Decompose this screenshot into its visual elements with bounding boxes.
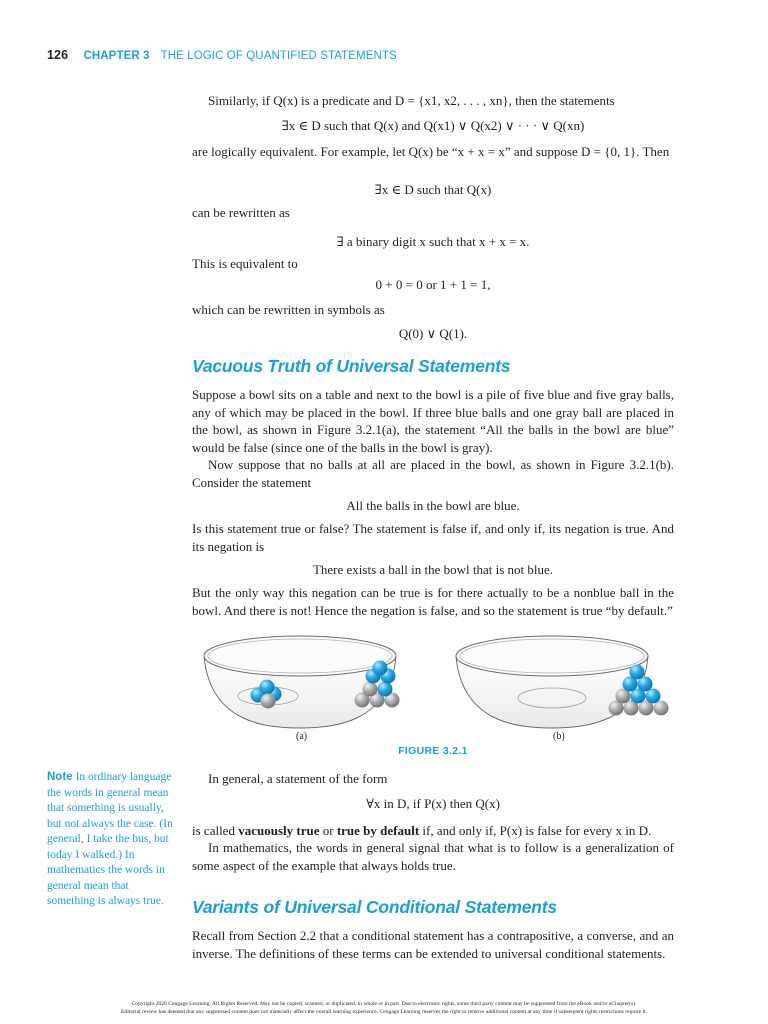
paragraph-recall: Recall from Section 2.2 that a conditional statement has a contrapositive, a converse, and an inverse. The definitions of these terms can be extended to universal conditional statements.	[192, 928, 674, 961]
section-heading-variants: Variants of Universal Conditional Statements	[192, 897, 557, 917]
paragraph-vacuous-definition: is called vacuously true or true by default if, and only if, P(x) is false for every x in D.	[192, 823, 652, 838]
equation-binary-digit: ∃ a binary digit x such that x + x = x.	[336, 234, 530, 249]
footer-line-2: Editorial review has deemed that any suppressed content does not materially affect the overall learning experience. Cengage Learning reserves the right to remove additional content at any time if subsequent rights restrictions require it.	[121, 1008, 647, 1015]
equation-q0-or-q1: Q(0) ∨ Q(1).	[398, 326, 468, 341]
page-number: 126	[47, 48, 69, 62]
paragraph-equivalent: This is equivalent to	[192, 256, 298, 271]
figure-bowls	[190, 628, 680, 740]
paragraph-symbols: which can be rewritten in symbols as	[192, 302, 385, 317]
blue-ball	[260, 680, 275, 695]
figure-label-a: (a)	[296, 731, 308, 742]
paragraph-bowl: Suppose a bowl sits on a table and next to the bowl is a pile of five blue and five gray balls, any of which may be placed in the bowl. If three blue balls and one gray ball are placed in the bowl, as shown in Figure 3.2.1(a), the statement “All the balls in the bowl are blue” would be false (since one of the balls in the bowl is gray).	[192, 387, 674, 455]
chapter-label: CHAPTER 3	[83, 50, 150, 62]
gray-ball	[261, 694, 276, 709]
equation-exists-d: ∃x ∈ D such that Q(x)	[374, 182, 492, 197]
paragraph-intro: Similarly, if Q(x) is a predicate and D = {x1, x2, . . . , xn}, then the statements	[208, 93, 615, 108]
statement-negation: There exists a ball in the bowl that is not blue.	[312, 562, 554, 577]
paragraph-no-balls: Now suppose that no balls at all are placed in the bowl, as shown in Figure 3.2.1(b). Consider the statement	[192, 457, 674, 490]
equation-universal-conditional: ∀x in D, if P(x) then Q(x)	[366, 796, 500, 811]
paragraph-true-false: Is this statement true or false? The statement is false if, and only if, its negation is true. And its negation is	[192, 521, 674, 554]
section-heading-vacuous-truth: Vacuous Truth of Universal Statements	[192, 356, 511, 376]
note-label: Note	[47, 771, 73, 783]
statement-all-blue: All the balls in the bowl are blue.	[346, 498, 520, 513]
equation-sums: 0 + 0 = 0 or 1 + 1 = 1,	[375, 277, 491, 292]
paragraph-negation-false: But the only way this negation can be true is for there actually to be a nonblue ball in the bowl. And there is not! Hence the negation is false, and so the statement is true “by default.”	[192, 585, 674, 618]
figure-label-b: (b)	[553, 731, 565, 742]
paragraph-rewritten: can be rewritten as	[192, 205, 290, 220]
paragraph-in-general: In mathematics, the words in general signal that what is to follow is a generalization of some aspect of the example that always holds true.	[192, 840, 674, 873]
bowl-a	[204, 636, 396, 728]
copyright-footer	[40, 1001, 728, 1016]
term-vacuously-true: vacuously true	[238, 823, 320, 838]
margin-note	[47, 770, 173, 910]
paragraph-example: are logically equivalent. For example, let Q(x) be “x + x = x” and suppose D = {0, 1}. Then	[192, 144, 670, 159]
paragraph-general-form: In general, a statement of the form	[208, 771, 388, 786]
term-true-by-default: true by default	[336, 823, 420, 838]
chapter-title: THE LOGIC OF QUANTIFIED STATEMENTS	[160, 50, 397, 62]
note-text: In ordinary language the words in general mean that something is usually, but not always the case. (In general, I take the bus, but today I walked.) In mathematics the words in general mean that something is always true.	[47, 771, 173, 907]
figure-caption: FIGURE 3.2.1	[398, 745, 468, 757]
running-head	[47, 48, 397, 62]
equation-exists-equivalence: ∃x ∈ D such that Q(x) and Q(x1) ∨ Q(x2) ∨ · · · ∨ Q(xn)	[281, 118, 585, 133]
footer-line-1: Copyright 2020 Cengage Learning. All Rights Reserved. May not be copied, scanned, or duplicated, in whole or in part. Due to electronic rights, some third party content may be suppressed from the eBook and/or eChapter(s).	[131, 1001, 637, 1007]
